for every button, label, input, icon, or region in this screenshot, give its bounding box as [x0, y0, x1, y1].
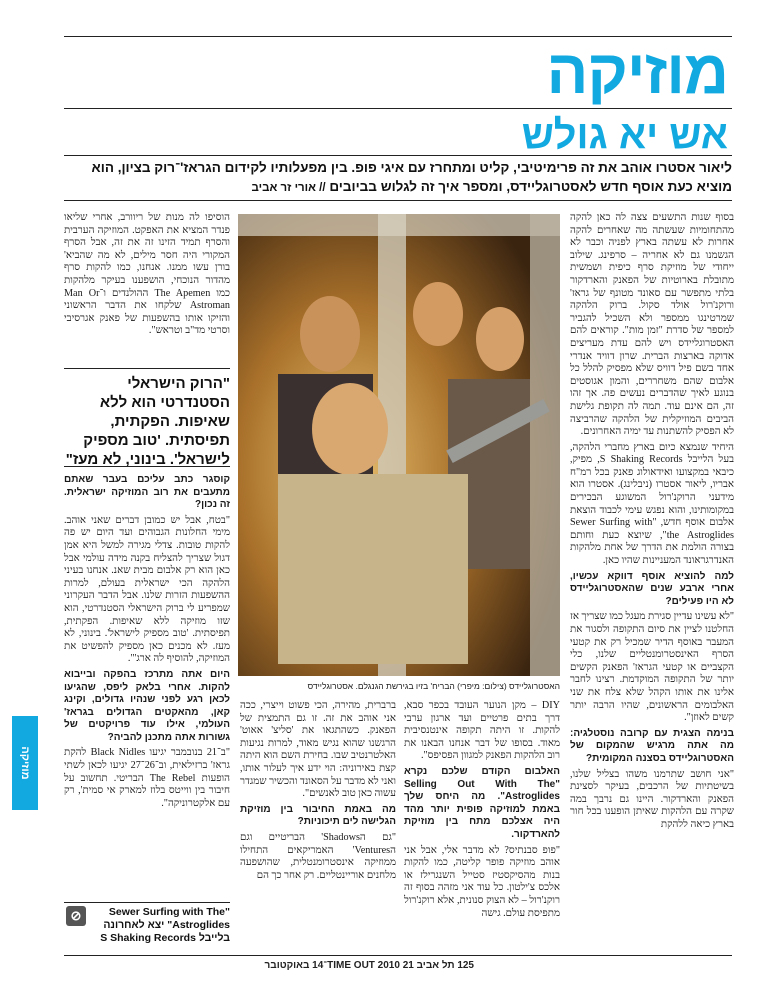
article-column-left: [64, 212, 230, 364]
paragraph: "אני חושב שתרמנו משהו בצליל שלנו, בשיטתיות של הרכבים, בעיקר לסצינת הפאנק והארדקור. היינו גם נרבך במה שקרה עם הלהקות שאיתן הופענו בכל חור בארץ כיאה ללהקת: [570, 768, 734, 830]
article-lead: [60, 158, 732, 198]
pull-quote: "הרוק הישראלי הסטנדרטי הוא ללא שאיפות. הפקתית, תפיסתית. 'טוב מספיק לישראל'. בינוני, לא מעז": [65, 375, 230, 468]
photo-caption: האסטרוגליידס (צילום: מיפרי) הבריח' בזיו בגירשת הגנגלם. אסטרוגליידס: [307, 681, 560, 691]
paragraph: "גם הShadows' הבריטיים וגם הVentures' האמריקאים התחילו ממוזיקה אינסטרומנטלית, שהושפעה מלחנים אוריינטליים. רק אחר כך הם: [240, 831, 396, 881]
paragraph: "פופ סבנתיס? לא מדבר אלי, אבל אני אוהב מוזיקה פופר קליטה, כמו להקות בנות מהסיקסטיז סטייל השנגרילז או אלכס צ'ילטון. כל עוד אני מזהה בסוף זה רוקנ'רול – לא הצוק סנונית, אלא רוקנ'רול מתפיסת עולם. גישה: [404, 844, 560, 919]
paragraph: "בטח, אבל יש כמובן דברים שאני אוהב. מימי החלונות הגבוהים ועד היום יש פה להקות טובות. צדלי מגירה למשל היא אמן דגול שצריך להצליח בקנה מידה עולמי אבל כאן הוא רק אלבום מבית שאנ. אנחנו בעיני הלהקה הכי ישראלית בעולם, למרות ההשפעות הזרות שלנו. אבל הדבר העקרוני שמפריע לי ברוק הישראלי הסטנדרטי, הוא שזו מוזיקה ללא שאיפות. הפקתית, תפיסתית. 'טוב מספיק לישראל'. בינוני, לא מעז. לא מכנים כאן מספיק להפשיט את המוזיקה, להוסיף לה ארג'".: [64, 514, 230, 665]
paragraph: "לא עשינו עדיין סגירת מעגל כמו שצריך אז החלטנו לציין את סיום התקופה ולסגור את המעבר באוסף הדיר שמכיל רק את קטעי הסרף האינסטרומנטליים שלנו, כלי הקצביים או קטעי הגראז' הפאנק הקשים יותר של התקופה המוקדמת. רצינו לחבר אלינו את אותו הקהל שלא צלח את שני האלבומים הראשונים, שהיו הרבה יותר קשים לאוזן".: [570, 611, 734, 724]
article-column-left-lower: [64, 474, 230, 898]
interview-question: מה באמת החיבור בין מוזיקת הגלישה לים תיכוניות?: [240, 803, 396, 828]
article-headline: אש יא גולש: [521, 113, 728, 157]
cd-info-box: [64, 906, 230, 945]
page-footer: 125 תל אביב TIME OUT 2010 21־14 באוקטובר: [264, 960, 474, 971]
interview-question: למה להוציא אוסף דווקא עכשיו, אחרי ארבע שנים שהאסטרוגליידס לא היו פעילים?: [570, 570, 734, 607]
paragraph: הוסיפו לה מנות של ריוורב, אחרי שליאו פנדר המציא את האפקט. המוזיקה הערבית והסרף תמיד הזינו זה את זה, אבל הסרף המקורי היה חסר מילים, לא מה שהביא' בורן עשו ממנו. אנחנו, כמו להקות סרף מהדור הנוכחי, הושפענו בעיקר מלהקות כמו The Apemen ההולנדים ו־Man Or Astroman שלקחו את הדבר הראשוני והזיקו אותו בהשפעות של פאנק אגרסיבי וסרטי מד"ב וטראש".: [64, 212, 230, 337]
interview-question: האלבום הקודם שלכם נקרא "Selling Out With The Astroglides". מה היחס שלך באמת למוזיקה פופית יותר מהד היה אצלכם מתח בין מוזיקת להארדקור.: [404, 765, 560, 840]
cd-icon: ⊘: [66, 906, 86, 926]
article-column-mid-right: [404, 700, 560, 956]
paragraph: בסוף שנות התשעים צצה לה כאן להקה מהתחומיות שעשתה מה שאחרים להקה אחרות לא עשתה בארץ לפניה וכבר לא הגשמנו גם לא אחריה – סרפינג. שילוב ייחודי של מוזיקת סרף כיפית ושמשית מתובלת בארוטיות של הפאנק והארדקור בלתי מתפשר עם סאונד מטונף של גראז' ורוקנ'רול אולד סקול. ברוק הלהקה שמרטינגו ממספר ולא השכיל להגביר למספר של סדרת "זמן מות". קוראים להם האסטרוגליידס ויש להם עדת מעריצים אדוקה בארצות הברית. שרון דוויד אנדרי אחד בשם פיל דוויס שלא מפסיק להלל כל אלבום שהם משחררים, והמון אגוסטים בנוגע לאיך שהדברים נעשים פה. אך זהו זה, הם אינם עוד. תמה לה תקופת גלישת הביבים המוזיקלית של הלהקה שהרביצה לא הפסיק להשתנות עד ימיה האחרונים.: [570, 212, 734, 438]
paragraph: היחיד שנמצא כיום בארץ מחברי הלהקה, בעל הלייבל S Shaking Records, מפיק, כיבאי במקצועו ואידאולוג פאנק בכל רמ"ח אבריו, ליאור אסטרו (ניבלינג). אסטרו הוא מידעני הרוקנ'רול המשוגע הבכירים במקומותינו, והוא נפגש עימי לכבוד הוצאת אלבום אוסף חדש, "Sewer Surfing with the Astroglides", שיוצא כעת וחותם בצורה הולמת את הדרך של אחת מלהקות האנדרגראונד המעניינות שהיו כאן.: [570, 441, 734, 567]
paragraph: "ב־21 בנובמבר יגיעו Black Nidles להקת גראז' ברזילאית, וב־26־27 יגיעו לכאן לשתי הופעות The Rebel הבריטי. תחשוב על חיבור בין ווייטס בלוז למארק אי סמית', רק עם אלקטרוניקה".: [64, 747, 230, 809]
paragraph: ברברית, מהירה, הכי פשוט וייצרי, ככה אני אוהב את זה. זו גם התמצית של הפאנק. כשהתגאו את 'סליצ' אאוט' הרגשנו שהוא נגיש מאוד, למרות נגיעות האלטרנטיב שבו. בחירת השם הוא היתה קצת באירוניה: הוי ידע איך לעלור אותו, ואני לא מדבר על הסאונד והכשיר שמגדר עשוה כאן טוב לאנשים".: [240, 700, 396, 800]
paragraph: DIY – מקן הנוער העובד בכפר סבא, דרך בתים פרטיים ועד ארגון ערבי להקות. זו היתה תקופה אינטנסיבית מאוד. בסופו של דבר אנחנו הבאנו את רוב הלהקות הפאנק למגוון הפסיפס".: [404, 700, 560, 762]
interview-question: היום אתה מתרכז בהפקה ובייבוא להקות. אחרי בלאק ליפס, שהגיעו לכאן רגע לפני שנהיו גדולים, וקינג קאן, מהאקטים הגדולים בגראז' העולמי, אילו עוד פרויקטים של גשורות אתה מתכנן להביה?: [64, 668, 230, 743]
byline: // אורי זר אביב: [251, 182, 326, 194]
section-side-tab: [12, 716, 38, 810]
lead-text: ליאור אסטרו אוהב את זה פרימיטיבי, קליט ומתחרז עם איגי פופ. בין מפעלותיו לקידום הגראז'־רוק בציון, הוא מוציא כעת אוסף חדש לאסטרוגליידס, ומספר איך זה לגלוש בביובים: [91, 160, 732, 194]
interview-question: בנימה הצגית עם קרובה נוסטלגיה: מה אתה מרגיש שהמקום של האסטרוגליידס בסצנה המקומית?: [570, 727, 734, 764]
article-column-mid-left: [240, 700, 396, 956]
side-tab-label: מוזיקה: [19, 746, 31, 780]
section-title: מוזיקה: [546, 38, 728, 107]
article-column-right: [570, 212, 734, 960]
cd-info-text: "Sewer Surfing with The Astroglides" יצא לאחרונה בלייבל S Shaking Records: [100, 906, 230, 944]
interview-question: קוסגר כתב עליכם בעבר שאתם מתעבים את רוב המוזיקה ישראלית. זה נכון?: [64, 474, 230, 511]
band-photo: [238, 214, 560, 676]
